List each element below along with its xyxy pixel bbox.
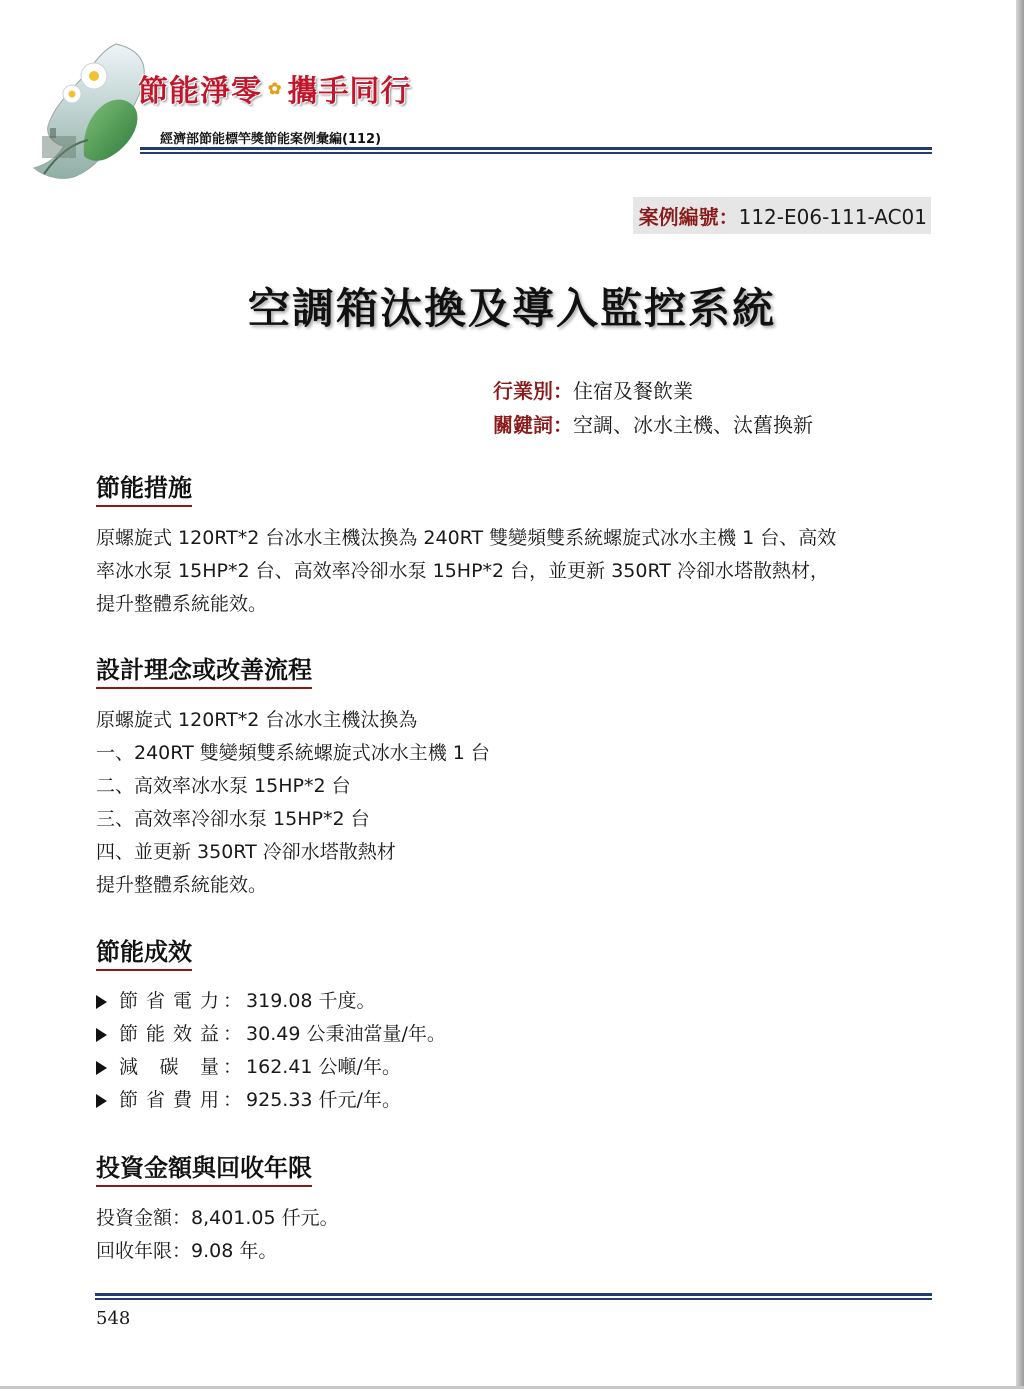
keywords-value: 空調、冰水主機、汰舊換新	[573, 413, 813, 437]
footer-rule	[95, 1293, 932, 1302]
result-label: 節省費用	[119, 1089, 219, 1111]
results-list	[94, 985, 446, 1117]
result-label: 減碳量	[119, 1056, 219, 1078]
design-line: 提升整體系統能效。	[96, 874, 268, 896]
design-line: 一、240RT 雙變頻雙系統螺旋式冰水主機 1 台	[96, 742, 490, 764]
page-number: 548	[96, 1308, 131, 1329]
design-line: 二、高效率冰水泵 15HP*2 台	[96, 775, 351, 797]
industry-row	[493, 374, 813, 408]
keywords-row	[493, 408, 813, 442]
case-meta	[493, 374, 813, 442]
arrow-bullet-icon	[96, 1094, 107, 1108]
page-title: 空調箱汰換及導入監控系統	[247, 284, 776, 333]
design-line: 原螺旋式 120RT*2 台冰水主機汰換為	[96, 709, 418, 731]
slogan-part2: 攜手同行	[287, 74, 412, 109]
result-label: 節省電力	[119, 990, 219, 1012]
investment-line: 投資金額：8,401.05 仟元。	[96, 1207, 339, 1229]
industry-value: 住宿及餐飲業	[573, 379, 693, 403]
measures-line: 率冰水泵 15HP*2 台、高效率冷卻水泵 15HP*2 台，並更新 350RT 冷卻水塔散熱材，	[96, 560, 829, 582]
section-title-investment: 投資金額與回收年限	[96, 1148, 312, 1187]
result-value: 319.08 千度。	[246, 990, 376, 1012]
case-number-badge	[633, 197, 931, 234]
measures-paragraph	[96, 522, 936, 621]
design-line: 三、高效率冷卻水泵 15HP*2 台	[96, 808, 370, 830]
page-edge-shadow	[1016, 0, 1024, 1389]
design-paragraph	[96, 704, 936, 902]
measures-line: 提升整體系統能效。	[96, 593, 268, 615]
keywords-label: 關鍵詞：	[493, 413, 573, 437]
section-title-measures: 節能措施	[96, 468, 192, 507]
list-item: 節省電力 ： 319.08 千度。	[94, 985, 446, 1018]
result-value: 925.33 仟元/年。	[246, 1089, 401, 1111]
result-label: 節能效益	[119, 1023, 219, 1045]
measures-line: 原螺旋式 120RT*2 台冰水主機汰換為 240RT 雙變頻雙系統螺旋式冰水主機 1 台、高效	[96, 527, 837, 549]
industry-label: 行業別：	[493, 379, 573, 403]
design-line: 四、並更新 350RT 冷卻水塔散熱材	[96, 841, 396, 863]
arrow-bullet-icon	[96, 1028, 107, 1042]
result-value: 30.49 公秉油當量/年。	[246, 1023, 446, 1045]
header-subtitle: 經濟部節能標竿獎節能案例彙編(112)	[160, 132, 382, 147]
list-item: 減碳量 ： 162.41 公噸/年。	[94, 1051, 446, 1084]
slogan-part1: 節能淨零	[138, 74, 262, 109]
header-rule	[140, 147, 932, 156]
list-item: 節省費用 ： 925.33 仟元/年。	[94, 1084, 446, 1117]
header-slogan	[138, 66, 411, 110]
arrow-bullet-icon	[96, 1061, 107, 1075]
investment-line: 回收年限：9.08 年。	[96, 1240, 278, 1262]
taiwan-leaf-logo	[24, 36, 174, 186]
flower-dot-icon: ✿	[268, 78, 282, 98]
arrow-bullet-icon	[96, 995, 107, 1009]
case-number-label: 案例編號：	[638, 205, 739, 229]
result-value: 162.41 公噸/年。	[246, 1056, 401, 1078]
section-title-design: 設計理念或改善流程	[96, 650, 312, 689]
investment-paragraph	[96, 1202, 936, 1268]
list-item: 節能效益 ： 30.49 公秉油當量/年。	[94, 1018, 446, 1051]
section-title-results: 節能成效	[96, 932, 192, 971]
case-number-value: 112-E06-111-AC01	[738, 205, 927, 229]
